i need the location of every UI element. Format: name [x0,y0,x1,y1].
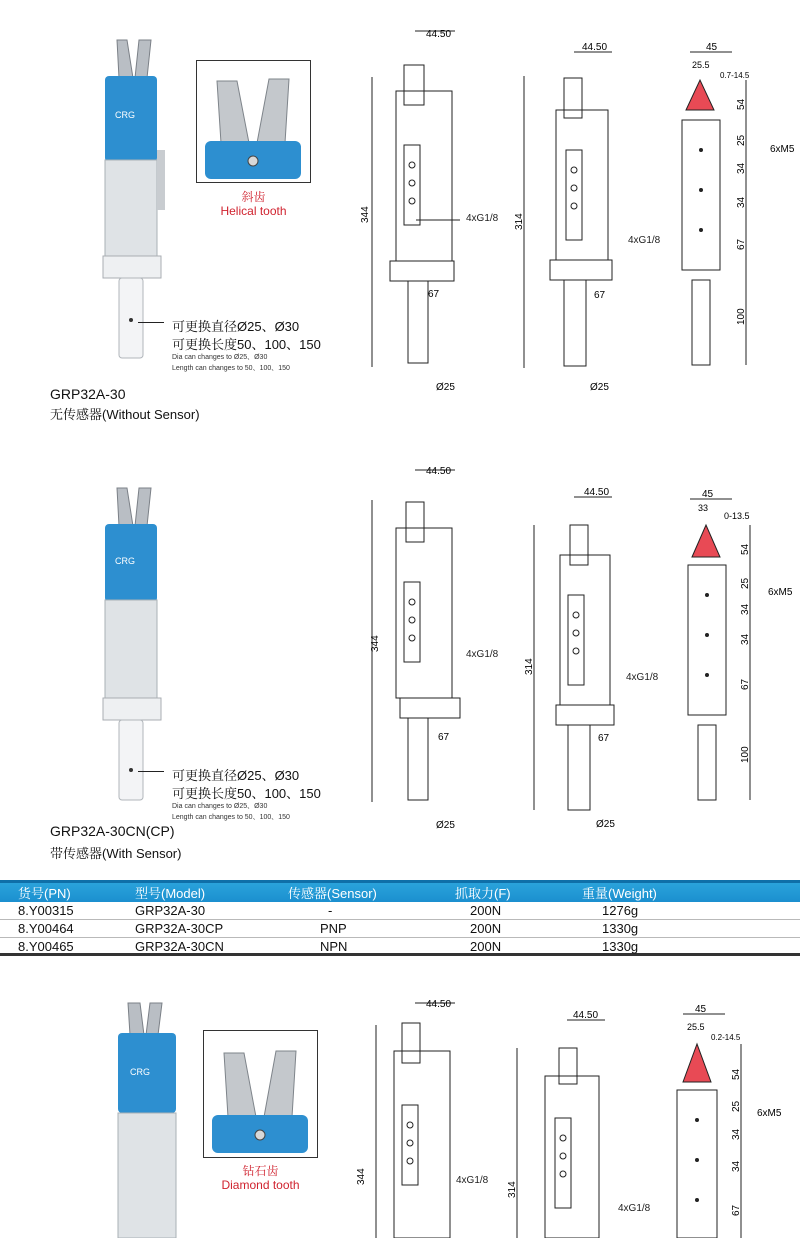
product-photo-1 [95,30,175,370]
svg-text:CRG: CRG [130,1067,150,1077]
cell-model: GRP32A-30 [135,903,206,918]
thread-label: 4xG1/8 [466,213,499,224]
svg-text:CRG: CRG [115,110,135,120]
table-header [0,880,800,902]
dim-67-b: 67 [598,733,610,744]
cell-model: GRP32A-30CP [135,921,224,936]
inset-diamond [203,1030,318,1158]
callout-en-2: Length can changes to 50、100、150 [172,365,290,372]
callout-cn-1: 可更换直径Ø25、Ø30 [172,768,300,783]
dim-stroke: 0.2-14.5 [711,1033,741,1042]
dim-m5: 6xM5 [768,587,793,598]
dim-67v: 67 [736,238,747,250]
model-subtitle: 无传感器(Without Sensor) [50,407,200,422]
dim-34a: 34 [736,162,747,174]
cell-weight: 1276g [602,903,639,918]
dim-height-b: 314 [524,658,535,675]
table-row [0,920,800,938]
thread-label: 4xG1/8 [456,1175,489,1186]
dim-54: 54 [731,1068,742,1080]
dim-25: 25.5 [687,1022,705,1032]
inset-label-cn: 钻石齿 [242,1164,279,1178]
dim-34a: 34 [731,1128,742,1140]
product-photo-3 [110,995,190,1238]
th-weight: 重量(Weight) [582,886,657,901]
callout-arrow [138,322,164,323]
dim-width-b: 44.50 [582,42,608,53]
callout-arrow-2 [138,771,164,772]
cell-sensor: NPN [320,939,348,954]
dim-m5: 6xM5 [757,1108,782,1119]
cell-pn: 8.Y00465 [18,939,74,954]
dim-33: 33 [698,503,709,513]
inset-label-en: Diamond tooth [221,1178,300,1192]
cell-pn: 8.Y00315 [18,903,74,918]
table-row [0,938,800,956]
drawing-front-1 [360,25,470,395]
dim-34b: 34 [736,196,747,208]
th-force: 抓取力(F) [455,886,511,901]
callout-en-2: Length can changes to 50、100、150 [172,814,290,821]
dim-34b: 34 [740,633,751,645]
callout-en-1: Dia can changes to Ø25、Ø30 [172,803,268,810]
inset-label-en: Helical tooth [220,204,287,218]
dim-height-b: 314 [507,1181,518,1198]
dim-dia: Ø25 [436,820,455,831]
dim-height: 344 [360,206,371,223]
dim-54: 54 [740,543,751,555]
dim-25: 25.5 [692,60,710,70]
thread-label-b: 4xG1/8 [626,672,659,683]
table-row [0,902,800,920]
drawing-side-1 [512,40,632,395]
dim-stroke: 0.7-14.5 [720,71,750,80]
drawing-front-3 [356,995,470,1238]
callout-cn-1: 可更换直径Ø25、Ø30 [172,319,300,334]
dim-height-b: 314 [514,213,525,230]
thread-label: 4xG1/8 [466,649,499,660]
dim-25v: 25 [740,577,751,589]
callout-cn-2: 可更换长度50、100、150 [172,786,321,801]
dim-height: 344 [370,635,381,652]
cell-weight: 1330g [602,921,639,936]
dim-67-b: 67 [594,290,606,301]
dim-67v: 67 [731,1204,742,1216]
drawing-side-2 [512,485,632,835]
dim-dia-b: Ø25 [590,382,609,393]
dim-m5: 6xM5 [770,144,795,155]
inset-helical [196,60,311,183]
dim-dia-b: Ø25 [596,819,615,830]
product-photo-2 [95,480,175,805]
callout-cn-2: 可更换长度50、100、150 [172,337,321,352]
dim-width: 44.50 [426,999,452,1010]
th-model: 型号(Model) [135,886,206,901]
inset-label-cn: 斜齿 [241,190,266,204]
dim-100: 100 [740,746,751,763]
dim-25v: 25 [731,1100,742,1112]
dim-45: 45 [695,1004,707,1015]
cell-sensor: - [328,903,333,918]
cell-pn: 8.Y00464 [18,921,74,936]
dim-width: 44.50 [426,466,452,477]
dim-width: 44.50 [426,29,452,40]
drawing-end-2 [672,485,800,805]
drawing-end-1 [672,40,800,370]
thread-label-b: 4xG1/8 [618,1203,651,1214]
dim-34b: 34 [731,1160,742,1172]
dim-stroke: 0-13.5 [724,511,750,521]
dim-dia: Ø25 [436,382,455,393]
th-pn: 货号(PN) [18,886,71,901]
spec-table [0,880,800,956]
drawing-side-3 [505,1008,630,1238]
dim-67: 67 [428,289,440,300]
cell-force: 200N [470,903,502,918]
cell-model: GRP32A-30CN [135,939,224,954]
model-name: GRP32A-30 [50,386,126,402]
dim-34a: 34 [740,603,751,615]
svg-text:CRG: CRG [115,556,135,566]
dim-width-b: 44.50 [584,487,610,498]
dim-height: 344 [356,1168,367,1185]
cell-force: 200N [470,939,502,954]
cell-force: 200N [470,921,502,936]
dim-100: 100 [736,308,747,325]
dim-width-b: 44.50 [573,1010,599,1021]
drawing-front-2 [360,462,470,832]
drawing-end-3 [665,1000,800,1238]
model-name: GRP32A-30CN(CP) [50,823,175,839]
thread-label-b: 4xG1/8 [628,235,661,246]
dim-67v: 67 [740,678,751,690]
dim-54: 54 [736,98,747,110]
dim-25v: 25 [736,134,747,146]
dim-45: 45 [702,489,714,500]
th-sensor: 传感器(Sensor) [288,886,377,901]
dim-67: 67 [438,732,450,743]
model-subtitle: 带传感器(With Sensor) [50,846,182,861]
dim-45: 45 [706,42,718,53]
cell-sensor: PNP [320,921,347,936]
cell-weight: 1330g [602,939,639,954]
callout-en-1: Dia can changes to Ø25、Ø30 [172,354,268,361]
